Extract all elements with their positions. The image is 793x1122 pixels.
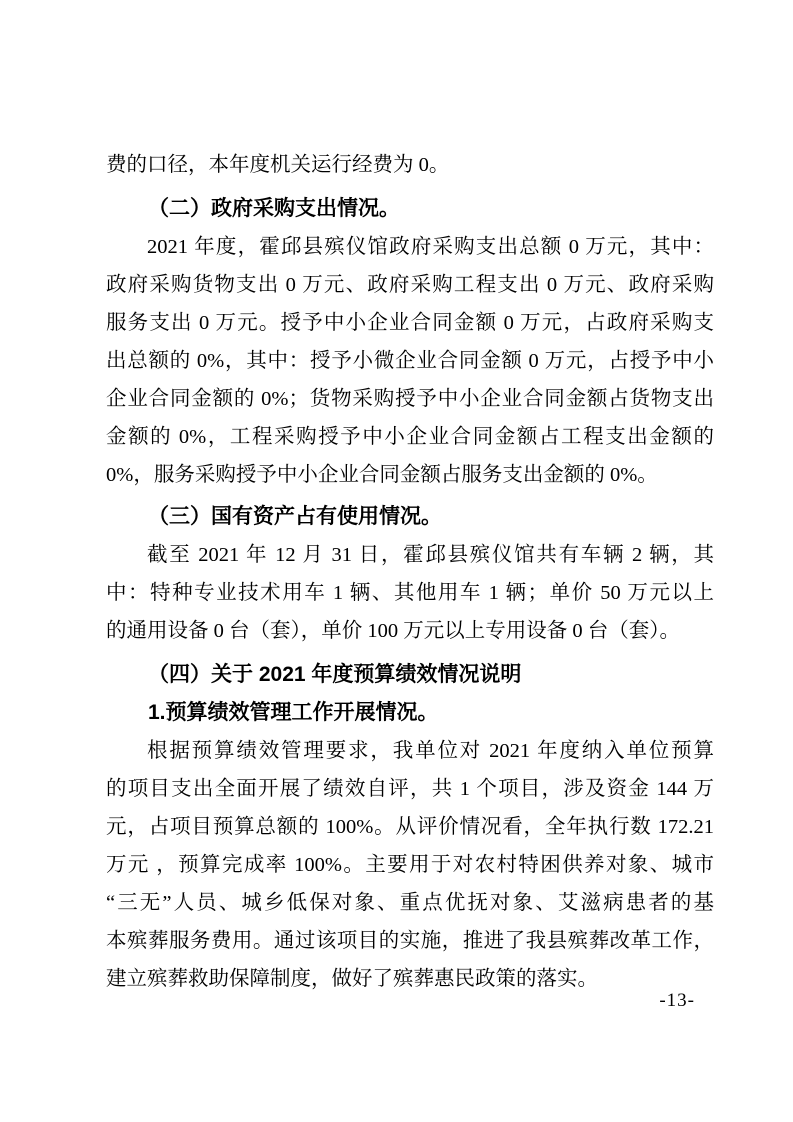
heading-budget-performance: （四）关于 2021 年度预算绩效情况说明 — [148, 663, 522, 686]
heading-performance-management: 1.预算绩效管理工作开展情况。 — [148, 701, 439, 724]
body-line: 的项目支出全面开展了绩效自评，共 1 个项目，涉及资金 144 万 — [106, 778, 714, 800]
document-body — [106, 146, 714, 998]
body-line: 根据预算绩效管理要求，我单位对 2021 年度纳入单位预算 — [147, 740, 714, 762]
body-line: 费的口径，本年度机关运行经费为 0。 — [106, 154, 450, 176]
body-line: “三无”人员、城乡低保对象、重点优抚对象、艾滋病患者的基 — [106, 892, 714, 914]
body-line: 建立殡葬救助保障制度，做好了殡葬惠民政策的落实。 — [106, 968, 598, 990]
heading-state-assets: （三）国有资产占有使用情况。 — [148, 505, 442, 528]
heading-gov-procurement: （二）政府采购支出情况。 — [148, 197, 400, 220]
body-line: 2021 年度，霍邱县殡仪馆政府采购支出总额 0 万元，其中： — [147, 236, 714, 258]
body-line: 服务支出 0 万元。授予中小企业合同金额 0 万元，占政府采购支 — [106, 312, 714, 334]
body-line: 万元 ，预算完成率 100%。主要用于对农村特困供养对象、城市 — [106, 854, 714, 876]
body-line: 的通用设备 0 台（套），单价 100 万元以上专用设备 0 台（套）。 — [106, 620, 680, 642]
body-line: 元，占项目预算总额的 100%。从评价情况看，全年执行数 172.21 — [106, 816, 714, 838]
body-line: 本殡葬服务费用。通过该项目的实施，推进了我县殡葬改革工作， — [106, 930, 714, 952]
body-line: 0%，服务采购授予中小企业合同金额占服务支出金额的 0%。 — [106, 464, 658, 486]
body-line: 金额的 0%，工程采购授予中小企业合同金额占工程支出金额的 — [106, 426, 714, 448]
body-line: 政府采购货物支出 0 万元、政府采购工程支出 0 万元、政府采购 — [106, 274, 714, 296]
body-line: 截至 2021 年 12 月 31 日，霍邱县殡仪馆共有车辆 2 辆，其 — [147, 544, 714, 566]
page-number: -13- — [659, 990, 695, 1011]
body-line: 企业合同金额的 0%；货物采购授予中小企业合同金额占货物支出 — [106, 388, 714, 410]
body-line: 中：特种专业技术用车 1 辆、其他用车 1 辆；单价 50 万元以上 — [106, 582, 714, 604]
body-line: 出总额的 0%，其中：授予小微企业合同金额 0 万元，占授予中小 — [106, 350, 714, 372]
